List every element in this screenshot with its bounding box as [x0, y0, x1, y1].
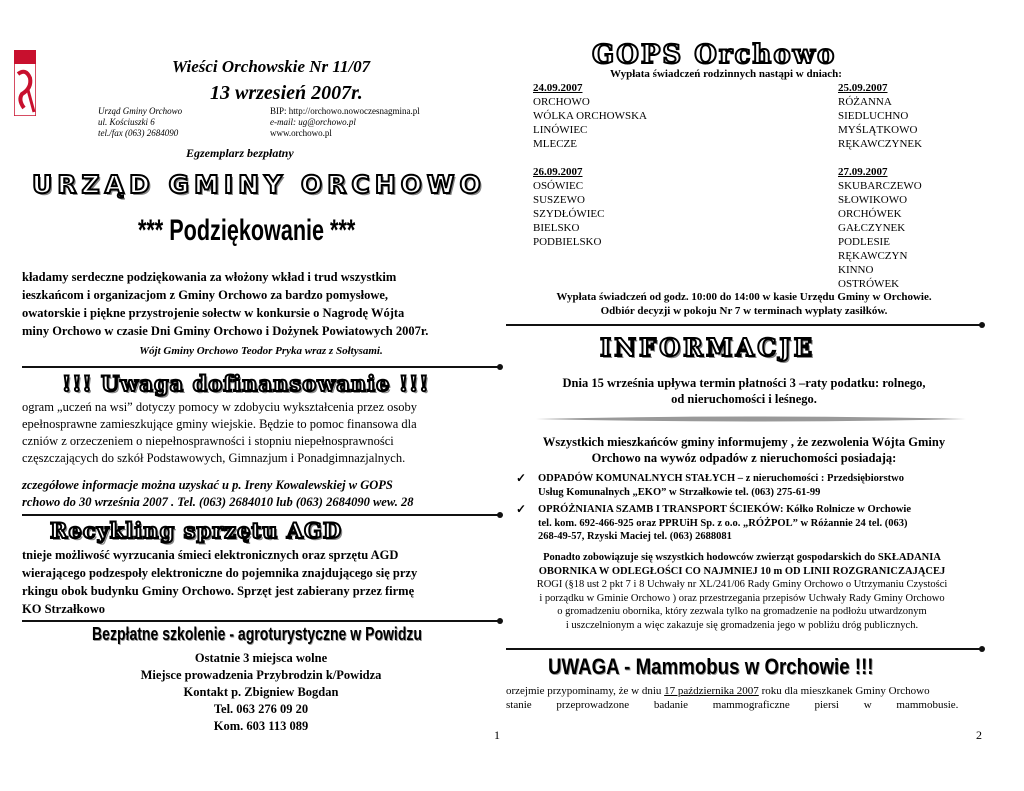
page-number-right: 2: [976, 728, 982, 742]
place-item: GAŁCZYNEK: [838, 222, 906, 234]
permit-line: 268-49-57, Rzyski Maciej tel. (063) 2688081: [538, 531, 732, 542]
email-link[interactable]: e-mail: ug@orchowo.pl: [270, 117, 356, 127]
waste-line: Wszystkich mieszkańców gminy informujemy , że zezwolenia Wójta Gminy: [542, 435, 946, 449]
tax-line: Dnia 15 września upływa termin płatności 3 –raty podatku: rolnego,: [562, 376, 926, 390]
training-line: Kom. 603 113 089: [213, 719, 309, 733]
office-street: ul. Kościuszki 6: [98, 117, 155, 127]
place-item: SŁOWIKOWO: [838, 194, 908, 206]
permit-line: ✓ OPRÓŻNIANIA SZAMB I TRANSPORT ŚCIEKÓW: Kółko Rolnicze w Orchowie: [538, 504, 912, 515]
thanks-body: [22, 268, 500, 340]
bip-link[interactable]: BIP: http://orchowo.nowoczesnagmina.pl: [270, 106, 420, 116]
place-item: RĘKAWCZYNEK: [838, 138, 923, 150]
training-line: Tel. 063 276 09 20: [213, 702, 309, 716]
funding-line: epełnosprawne zamieszkujące gminy wiejskie. Będzie to pomoc finansowa dla: [22, 417, 417, 431]
place-item: WÓLKA ORCHOWSKA: [533, 110, 647, 122]
gops-group-27: [838, 165, 922, 291]
payout-date: 24.09.2007: [533, 82, 583, 94]
manure-line: o gromadzeniu obornika, który zezwala tylko na gromadzenie na podłożu utwardzonym: [557, 606, 927, 617]
manure-line: i uszczelnionym a więc zakazuje się gromadzenia jego w pobliżu dróg publicznych.: [565, 619, 919, 631]
recycling-line: wierającego podzespoły elektroniczne do pojemnika znajdującego się przy: [22, 566, 418, 580]
mammobus-text: roku dla mieszkanek Gminy Orchowo: [758, 685, 930, 697]
funding-line: częszczających do szkół Podstawowych, Gimnazjum i Ponadgimnazjalnych.: [22, 451, 406, 465]
info-title: INFORMACJE: [600, 333, 815, 362]
payout-date: 27.09.2007: [838, 166, 888, 178]
funding-contact: rchowo do 30 września 2007 . Tel. (063) 2684010 lub (063) 2684090 wew. 28: [22, 495, 414, 509]
gops-group-26: [533, 165, 605, 249]
thanks-line: miny Orchowo w czasie Dni Gminy Orchowo i Dożynek Powiatowych 2007r.: [22, 324, 429, 338]
funding-body: [22, 399, 500, 511]
permit-line: Usług Komunalnych „EKO” w Strzałkowie tel. (063) 275-61-99: [538, 486, 821, 498]
recycling-line: tnieje możliwość wyrzucania śmieci elektronicznych oraz sprzętu AGD: [22, 548, 399, 562]
funding-line: ogram „uczeń na wsi” dotyczy pomocy w zdobyciu wykształcenia przez osoby: [22, 400, 417, 414]
thanks-title: *** Podziękowanie ***: [138, 214, 356, 247]
place-item: RÓŻANNA: [838, 96, 892, 108]
thanks-line: kładamy serdeczne podziękowania za włożony wkład i trud wszystkim: [22, 270, 397, 284]
place-item: PODBIELSKO: [533, 236, 602, 248]
tax-notice: [506, 375, 982, 407]
waste-permit-list: [516, 472, 986, 544]
training-body: [22, 650, 500, 735]
municipality-logo: [14, 50, 36, 116]
place-item: SUSZEWO: [533, 194, 585, 206]
training-line: Miejsce prowadzenia Przybrodzin k/Powidza: [140, 668, 382, 682]
payout-note: Wypłata świadczeń od godz. 10:00 do 14:00 w kasie Urzędu Gminy w Orchowie.: [556, 291, 932, 303]
waste-notice: [506, 434, 982, 466]
training-line: Ostatnie 3 miejsca wolne: [194, 651, 328, 665]
mammobus-line: [506, 684, 984, 698]
issue-date: 13 wrzesień 2007r.: [210, 82, 363, 104]
manure-line: Ponadto zobowiązuje się wszystkich hodowców zwierząt gospodarskich do SKŁADANIA: [543, 552, 941, 563]
recycling-body: [22, 546, 500, 618]
payout-date: 25.09.2007: [838, 82, 888, 94]
place-item: SIEDLUCHNO: [838, 110, 909, 122]
gops-group-24: [533, 81, 647, 151]
place-item: BIELSKO: [533, 222, 580, 234]
manure-line: OBORNIKA W ODLEGŁOŚCI CO NAJMNIEJ 10 m OD LINII ROZGRANICZAJĄCEJ: [538, 565, 946, 577]
place-item: PODLESIE: [838, 236, 890, 248]
place-item: KINNO: [838, 264, 874, 276]
section-divider: [506, 648, 982, 650]
page-number-left: 1: [494, 728, 500, 742]
thanks-line: owatorskie i piękne przystrojenie sołectw w konkursie o Nagrodę Wójta: [22, 306, 405, 320]
section-divider: [22, 514, 500, 516]
mammobus-title: UWAGA - Mammobus w Orchowie !!!: [548, 654, 874, 679]
tax-line: od nieruchomości i leśnego.: [671, 392, 817, 406]
thanks-signature: Wójt Gminy Orchowo Teodor Pryka wraz z Sołtysami.: [139, 345, 383, 357]
funding-line: czniów z orzeczeniem o niepełnosprawności i stopniu niepełnosprawności: [22, 434, 394, 448]
manure-notice: [500, 551, 984, 632]
mammobus-body: [506, 684, 984, 712]
place-item: MLECZE: [533, 138, 577, 150]
gops-title: GOPS Orchowo: [592, 42, 837, 68]
office-banner: URZĄD GMINY ORCHOWO: [32, 170, 486, 199]
place-item: LINÓWIEC: [533, 124, 588, 136]
place-item: RĘKAWCZYN: [838, 250, 908, 262]
free-copy-label: Egzemplarz bezpłatny: [186, 146, 294, 160]
office-phone: tel./fax (063) 2684090: [98, 128, 179, 138]
place-item: ORCHÓWEK: [838, 208, 902, 220]
place-item: OSTRÓWEK: [838, 278, 900, 290]
funding-contact: zczegółowe informacje można uzyskać u p. Ireny Kowalewskiej w GOPS: [22, 478, 393, 492]
training-title: Bezpłatne szkolenie - agroturystyczne w Powidzu: [92, 624, 423, 644]
office-name: Urząd Gminy Orchowo: [98, 106, 183, 116]
recycling-line: KO Strzałkowo: [22, 602, 105, 616]
permit-line: tel. kom. 692-466-925 oraz PPRUiH Sp. z o.o. „RÓŻPOL” w Różannie 24 tel. (063): [538, 517, 908, 529]
place-item: SKUBARCZEWO: [838, 180, 922, 192]
manure-line: i porządku w Gminie Orchowo ) oraz przestrzegania przepisów Uchwały Rady Gminy Orchowo: [539, 592, 945, 604]
decorative-divider: [536, 411, 966, 421]
recycling-title: Recykling sprzętu AGD: [50, 518, 343, 543]
manure-line: ROGI (§18 ust 2 pkt 7 i 8 Uchwały nr XL/241/06 Rady Gminy Orchowo o Utrzymaniu Czystości: [536, 579, 948, 590]
permit-line: ✓ ODPADÓW KOMUNALNYCH STAŁYCH – z nieruchomości : Przedsiębiorstwo: [538, 473, 905, 484]
waste-line: Orchowo na wywóz odpadów z nieruchomości posiadają:: [591, 451, 897, 465]
training-line: Kontakt p. Zbigniew Bogdan: [183, 685, 339, 699]
place-item: SZYDŁÓWIEC: [533, 208, 605, 220]
gops-group-25: [838, 81, 922, 151]
place-item: MYŚLĄTKOWO: [838, 124, 918, 136]
section-divider: [506, 324, 982, 326]
newsletter-title: Wieści Orchowskie Nr 11/07: [172, 57, 371, 76]
www-link[interactable]: www.orchowo.pl: [270, 128, 332, 138]
funding-title: !!! Uwaga dofinansowanie !!!: [62, 371, 430, 396]
mammobus-text: orzejmie przypominamy, że w dniu: [506, 685, 665, 697]
payout-date: 26.09.2007: [533, 166, 583, 178]
permit-item: [516, 472, 986, 499]
permit-item: [516, 503, 986, 544]
section-divider: [22, 366, 500, 368]
place-item: OSÓWIEC: [533, 180, 584, 192]
recycling-line: rkingu obok budynku Gminy Orchowo. Sprzęt jest zabierany przez firmę: [22, 584, 415, 598]
thanks-line: ieszkańcom i organizacjom z Gminy Orchowo za bardzo pomysłowe,: [22, 288, 389, 302]
mammobus-line: stanie przeprowadzone badanie mammograficzne piersi w mammobusie.: [506, 699, 959, 711]
place-item: ORCHOWO: [533, 96, 590, 108]
pickup-note: Odbiór decyzji w pokoju Nr 7 w terminach wypłaty zasiłków.: [600, 305, 888, 317]
section-divider: [22, 620, 500, 622]
gops-subtitle: Wypłata świadczeń rodzinnych nastąpi w dniach:: [610, 68, 842, 80]
mammobus-date: 17 października 2007: [664, 685, 759, 697]
